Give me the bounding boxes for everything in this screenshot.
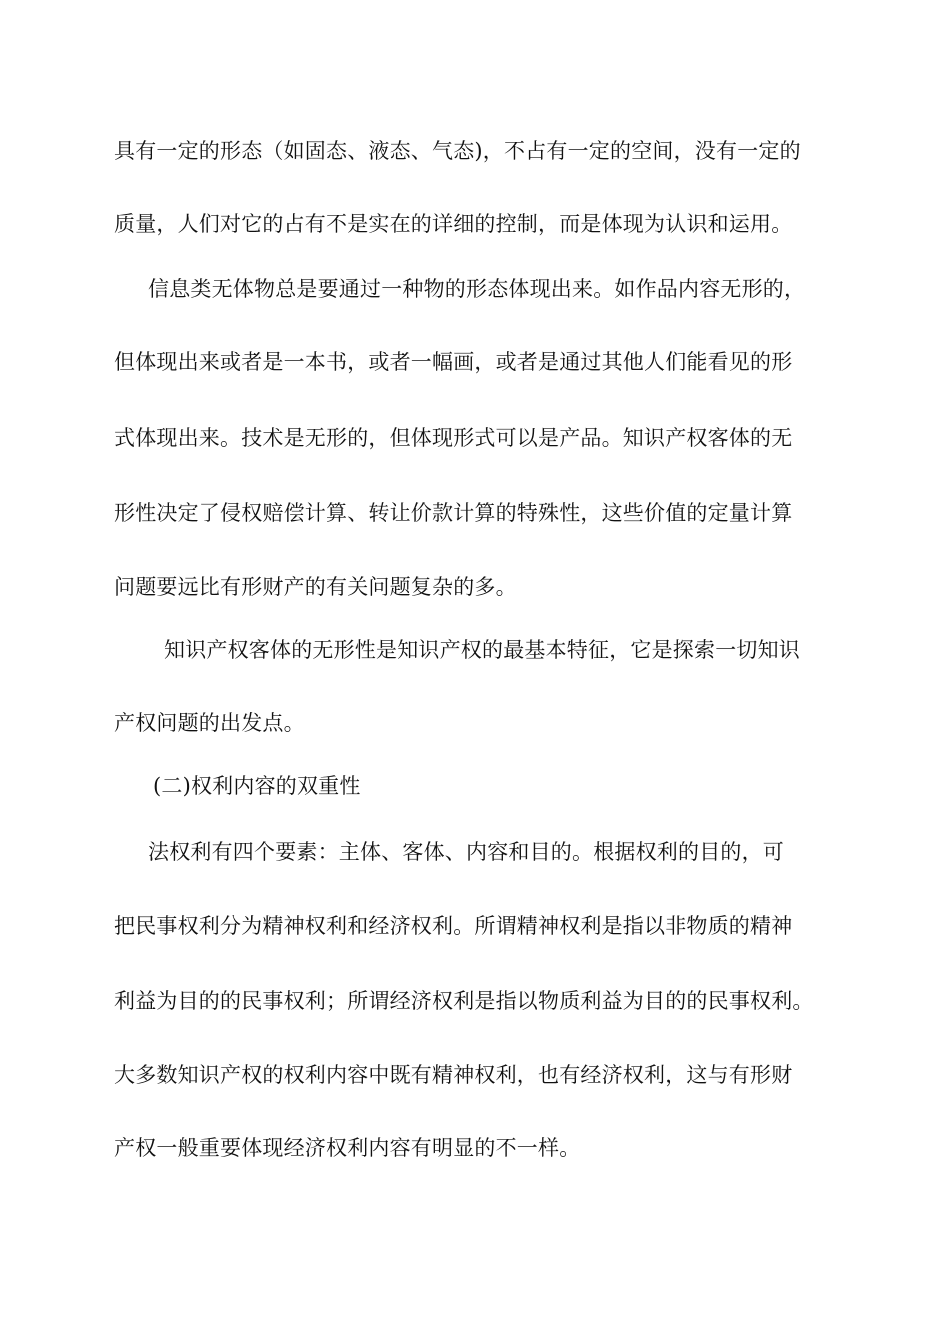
text-line: 问题要远比有形财产的有关问题复杂的多。 [114,575,517,599]
text-line: 把民事权利分为精神权利和经济权利。所谓精神权利是指以非物质的精神 [114,914,793,938]
text-line: 形性决定了侵权赔偿计算、转让价款计算的特殊性，这些价值的定量计算 [114,501,793,525]
text-line: 产权一般重要体现经济权利内容有明显的不一样。 [114,1136,581,1160]
paragraph-first-line: 法权利有四个要素：主体、客体、内容和目的。根据权利的目的，可 [148,840,784,864]
text-line: 大多数知识产权的权利内容中既有精神权利，也有经济权利，这与有形财 [114,1063,793,1087]
text-line: 具有一定的形态（如固态、液态、气态)，不占有一定的空间，没有一定的 [114,139,801,163]
text-line: 式体现出来。技术是无形的，但体现形式可以是产品。知识产权客体的无 [114,426,793,450]
text-line: 但体现出来或者是一本书，或者一幅画，或者是通过其他人们能看见的形 [114,350,793,374]
paragraph-first-line: 信息类无体物总是要通过一种物的形态体现出来。如作品内容无形的， [148,277,806,301]
paragraph-first-line: 知识产权客体的无形性是知识产权的最基本特征，它是探索一切知识 [164,638,800,662]
text-line: 质量，人们对它的占有不是实在的详细的控制，而是体现为认识和运用。 [114,212,793,236]
text-line: 利益为目的的民事权利；所谓经济权利是指以物质利益为目的的民事权利。 [114,989,814,1013]
section-heading: (二)权利内容的双重性 [153,774,361,798]
text-line: 产权问题的出发点。 [114,711,305,735]
